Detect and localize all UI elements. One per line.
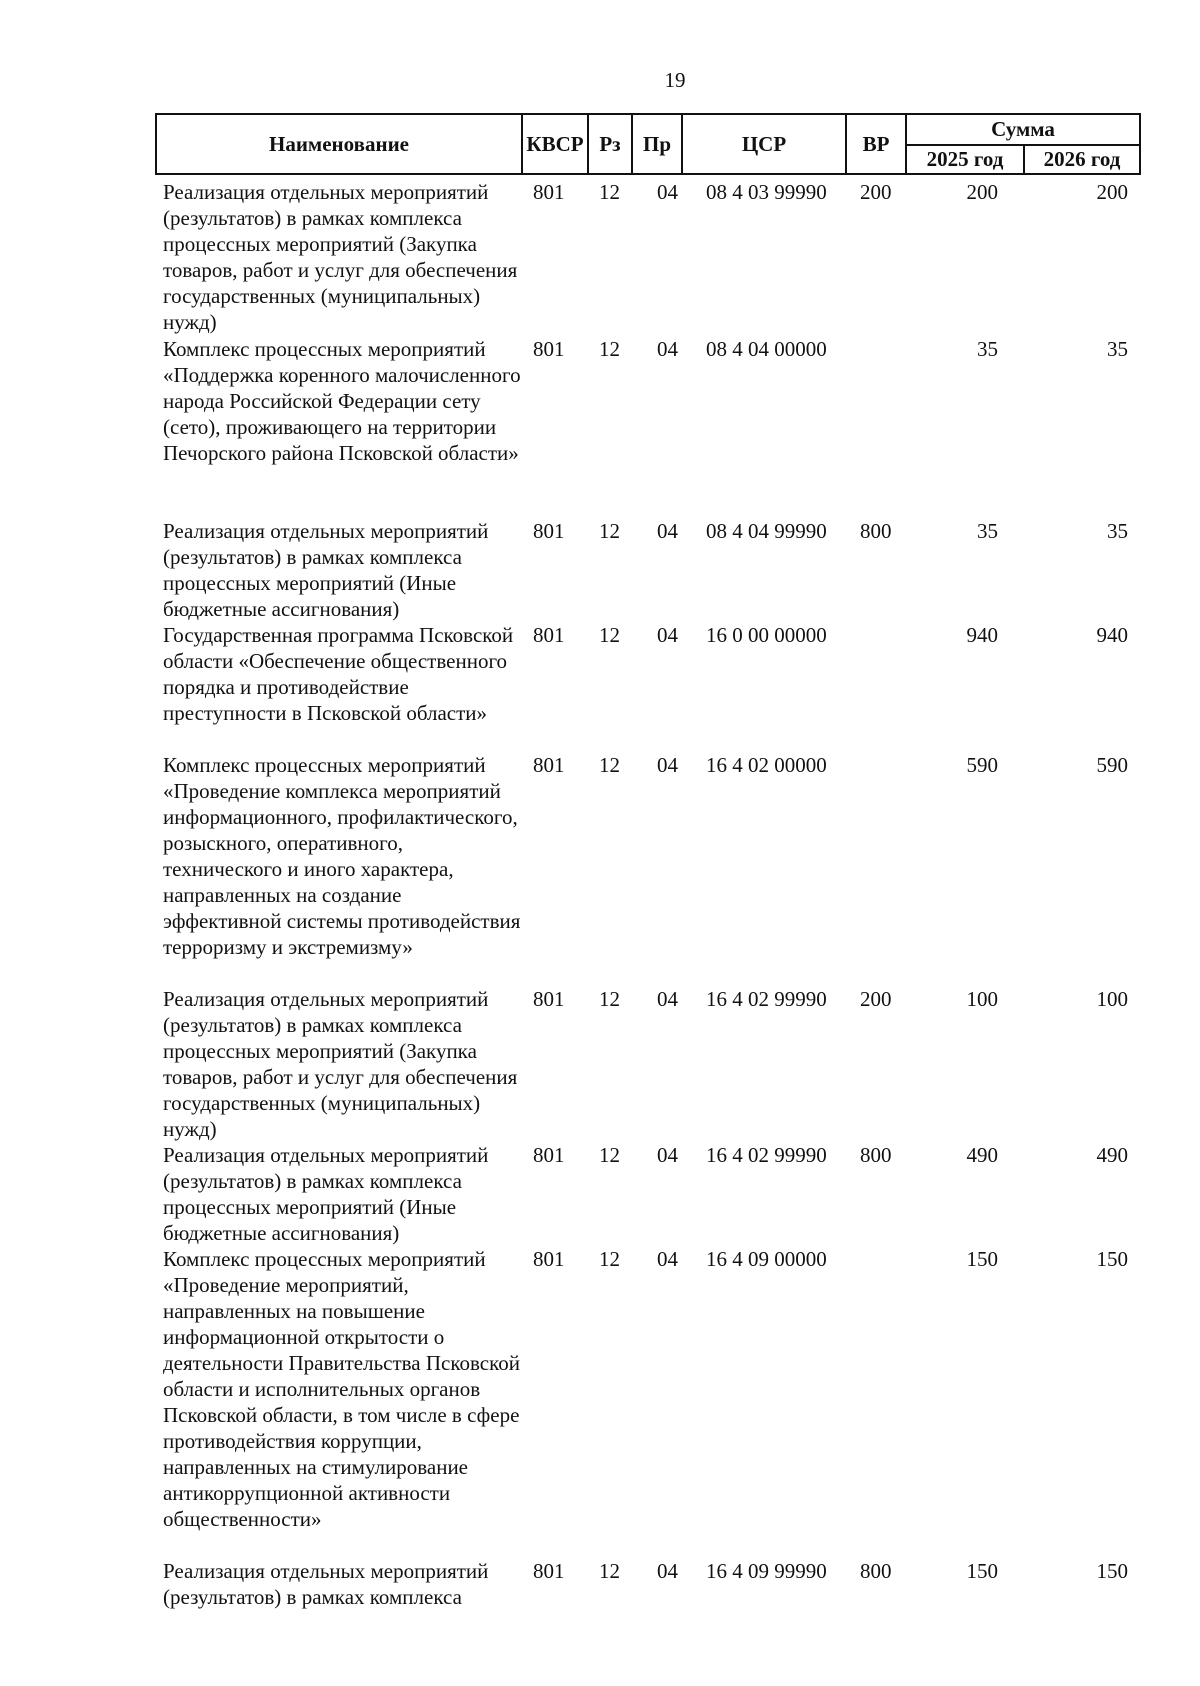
row-csr: 16 0 00 00000 xyxy=(706,623,827,647)
row-csr: 16 4 02 99990 xyxy=(706,1143,827,1167)
row-kvsr: 801 xyxy=(533,753,565,777)
row-rz: 12 xyxy=(599,1247,620,1271)
row-2025: 35 xyxy=(977,519,998,543)
row-vr: 800 xyxy=(860,1559,892,1583)
row-2025: 590 xyxy=(966,753,998,777)
row-vr: 200 xyxy=(860,987,892,1011)
row-rz: 12 xyxy=(599,987,620,1011)
row-csr: 16 4 09 00000 xyxy=(706,1247,827,1271)
row-2025: 150 xyxy=(966,1559,998,1583)
row-pr: 04 xyxy=(657,180,678,204)
row-2026: 100 xyxy=(1096,987,1128,1011)
page-number: 19 xyxy=(664,68,686,92)
row-pr: 04 xyxy=(657,337,678,361)
row-pr: 04 xyxy=(657,1247,678,1271)
row-kvsr: 801 xyxy=(533,1143,565,1167)
row-csr: 08 4 04 99990 xyxy=(706,519,827,543)
row-2026: 940 xyxy=(1096,623,1128,647)
row-2025: 150 xyxy=(966,1247,998,1271)
row-2026: 590 xyxy=(1096,753,1128,777)
header-csr: ЦСР xyxy=(683,115,847,173)
row-name: Комплекс процессных мероприятий «Проведение комплекса мероприятий информационного, профилактического, розыскного, оперативного, технического и иного характера, направленных на создание эффективной системы противодействия терроризму и экстремизму» xyxy=(163,753,521,959)
row-kvsr: 801 xyxy=(533,337,565,361)
row-name: Государственная программа Псковской области «Обеспечение общественного порядка и противодействие преступности в Псковской области» xyxy=(163,623,514,725)
row-rz: 12 xyxy=(599,180,620,204)
row-2025: 35 xyxy=(977,337,998,361)
header-vr: ВР xyxy=(847,115,907,173)
row-name: Комплекс процессных мероприятий «Поддержка коренного малочисленного народа Российской Федерации сету (сето), проживающего на территории Печорского района Псковской области» xyxy=(163,337,521,465)
row-pr: 04 xyxy=(657,1559,678,1583)
header-summa-group xyxy=(907,115,1139,173)
row-rz: 12 xyxy=(599,337,620,361)
row-2025: 100 xyxy=(966,987,998,1011)
header-pr: Пр xyxy=(633,115,683,173)
row-csr: 08 4 03 99990 xyxy=(706,180,827,204)
row-name: Реализация отдельных мероприятий (результатов) в рамках комплекса процессных мероприятий (Закупка товаров, работ и услуг для обеспечения государственных (муниципальных) нужд) xyxy=(163,180,518,334)
row-2026: 200 xyxy=(1096,180,1128,204)
header-summa: Сумма xyxy=(907,115,1139,146)
header-2025: 2025 год xyxy=(907,146,1025,173)
header-kvsr: КВСР xyxy=(523,115,589,173)
row-kvsr: 801 xyxy=(533,1559,565,1583)
row-rz: 12 xyxy=(599,623,620,647)
row-csr: 16 4 02 00000 xyxy=(706,753,827,777)
header-rz: Рз xyxy=(589,115,633,173)
row-csr: 16 4 09 99990 xyxy=(706,1559,827,1583)
row-vr: 200 xyxy=(860,180,892,204)
row-pr: 04 xyxy=(657,1143,678,1167)
row-rz: 12 xyxy=(599,753,620,777)
row-rz: 12 xyxy=(599,519,620,543)
row-csr: 16 4 02 99990 xyxy=(706,987,827,1011)
row-2026: 150 xyxy=(1096,1559,1128,1583)
row-pr: 04 xyxy=(657,519,678,543)
header-name: Наименование xyxy=(157,115,523,173)
row-name: Реализация отдельных мероприятий (результатов) в рамках комплекса процессных мероприятий (Иные бюджетные ассигнования) xyxy=(163,1143,489,1245)
row-2025: 490 xyxy=(966,1143,998,1167)
row-rz: 12 xyxy=(599,1559,620,1583)
row-rz: 12 xyxy=(599,1143,620,1167)
row-2026: 150 xyxy=(1096,1247,1128,1271)
header-2026: 2026 год xyxy=(1043,147,1121,171)
row-pr: 04 xyxy=(657,753,678,777)
row-kvsr: 801 xyxy=(533,519,565,543)
row-vr: 800 xyxy=(860,519,892,543)
row-kvsr: 801 xyxy=(533,623,565,647)
row-name: Реализация отдельных мероприятий (результатов) в рамках комплекса xyxy=(163,1559,489,1609)
row-2026: 35 xyxy=(1107,337,1128,361)
row-kvsr: 801 xyxy=(533,1247,565,1271)
row-2026: 490 xyxy=(1096,1143,1128,1167)
row-pr: 04 xyxy=(657,987,678,1011)
row-kvsr: 801 xyxy=(533,180,565,204)
table-header xyxy=(155,113,1141,175)
row-2025: 200 xyxy=(966,180,998,204)
row-2026: 35 xyxy=(1107,519,1128,543)
row-csr: 08 4 04 00000 xyxy=(706,337,827,361)
row-name: Комплекс процессных мероприятий «Проведение мероприятий, направленных на повышение информационной открытости о деятельности Правительства Псковской области и исполнительных органов Псковской области, в том числе в сфере противодействия коррупции, направленных на стимулирование антикоррупционной активности общественности» xyxy=(163,1247,520,1531)
row-vr: 800 xyxy=(860,1143,892,1167)
row-pr: 04 xyxy=(657,623,678,647)
row-name: Реализация отдельных мероприятий (результатов) в рамках комплекса процессных мероприятий (Закупка товаров, работ и услуг для обеспечения государственных (муниципальных) нужд) xyxy=(163,987,518,1141)
row-name: Реализация отдельных мероприятий (результатов) в рамках комплекса процессных мероприятий (Иные бюджетные ассигнования) xyxy=(163,519,489,621)
row-2025: 940 xyxy=(966,623,998,647)
row-kvsr: 801 xyxy=(533,987,565,1011)
